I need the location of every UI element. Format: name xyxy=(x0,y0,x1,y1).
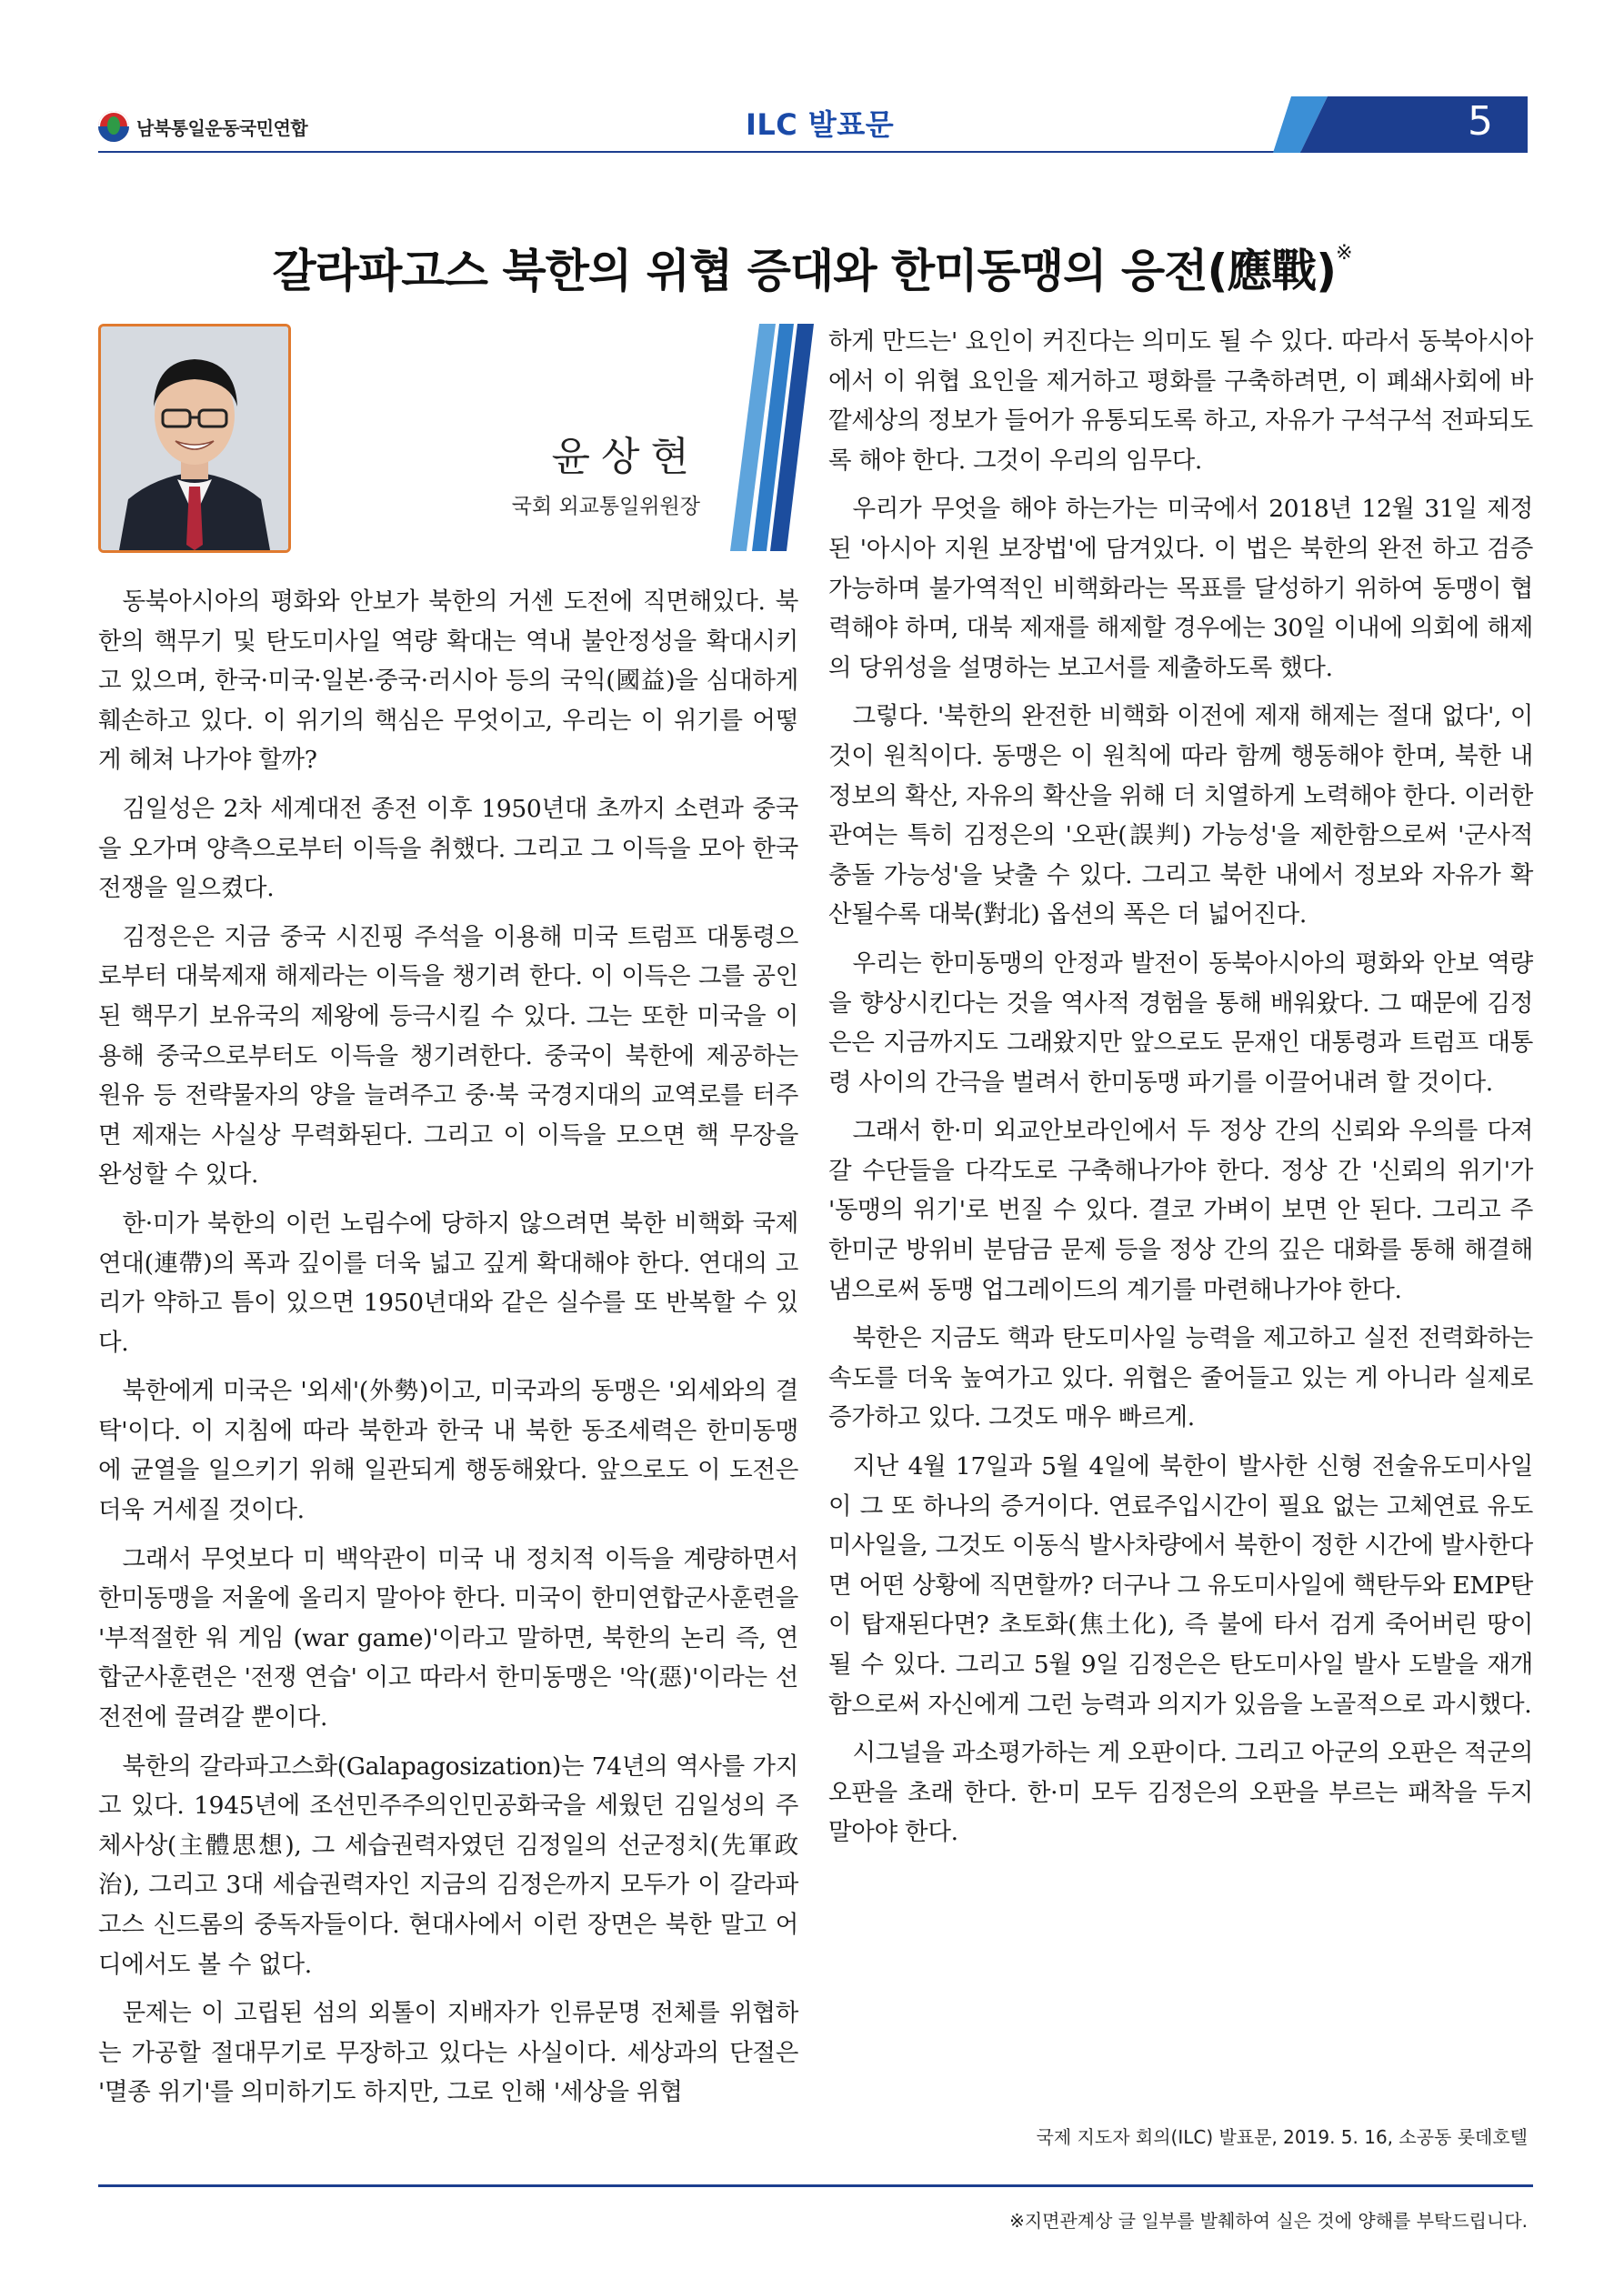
left-column xyxy=(98,582,798,2122)
author-portrait-image xyxy=(101,326,288,550)
source-note: 국제 지도자 회의(ILC) 발표문, 2019. 5. 16, 소공동 롯데호텔 xyxy=(1036,2126,1528,2148)
paragraph-continuation: 하게 만드는' 요인이 커진다는 의미도 될 수 있다. 따라서 동북아시아에서 이 위협 요인을 제거하고 평화를 구축하려면, 이 폐쇄사회에 바깥세상의 정보가 들어가 유통되도록 하고, 자유가 구석구석 전파되도록 해야 한다. 그것이 우리의 임무다. xyxy=(828,327,1533,475)
paragraph: 그렇다. '북한의 완전한 비핵화 이전에 제재 해제는 절대 없다', 이것이 원칙이다. 동맹은 이 원칙에 따라 함께 행동해야 한며, 북한 내 정보의 확산, 자유의 확산을 위해 더 치열하게 노력해야 한다. 이러한 관여는 특히 김정은의 '오판(誤判) 가능성'을 제한함으로써 '군사적 충돌 가능성'을 낮출 수 있다. 그리고 북한 내에서 정보와 자유가 확산될수록 대북(對北) 옵션의 폭은 더 넓어진다. xyxy=(828,702,1533,929)
paragraph: 문제는 이 고립된 섬의 외톨이 지배자가 인류문명 전체를 위협하는 가공할 절대무기로 무장하고 있다는 사실이다. 세상과의 단절은 '멸종 위기'를 의미하기도 하지만, 그로 인해 '세상을 위협 xyxy=(98,1999,798,2107)
paragraph: 북한에게 미국은 '외세'(外勢)이고, 미국과의 동맹은 '외세와의 결탁'이다. 이 지침에 따라 북한과 한국 내 북한 동조세력은 한미동맹에 균열을 일으키기 위해 일관되게 행동해왔다. 앞으로도 이 도전은 더욱 거세질 것이다. xyxy=(98,1377,798,1525)
paragraph: 시그널을 과소평가하는 게 오판이다. 그리고 아군의 오판은 적군의 오판을 초래 한다. 한·미 모두 김정은의 오판을 부르는 패착을 두지 말아야 한다. xyxy=(828,1739,1533,1847)
article-title xyxy=(0,235,1624,300)
section-title: ILC 발표문 xyxy=(746,107,895,142)
decorative-stripes xyxy=(723,324,814,551)
org-name: 남북통일운동국민연합 xyxy=(136,116,308,139)
paragraph: 김일성은 2차 세계대전 종전 이후 1950년대 초까지 소련과 중국을 오가며 양측으로부터 이득을 취했다. 그리고 그 이득을 모아 한국전쟁을 일으켰다. xyxy=(98,794,798,903)
header-divider xyxy=(98,151,1417,153)
org-logo xyxy=(98,111,307,142)
paragraph: 우리는 한미동맹의 안정과 발전이 동북아시아의 평화와 안보 역량을 향상시킨다는 것을 역사적 경험을 통해 배워왔다. 그 때문에 김정은은 지금까지도 그래왔지만 앞으로도 문재인 대통령과 트럼프 대통령 사이의 간극을 벌려서 한미동맹 파기를 이끌어내려 할 것이다. xyxy=(828,949,1533,1097)
paragraph: 지난 4월 17일과 5월 4일에 북한이 발사한 신형 전술유도미사일이 그 또 하나의 증거이다. 연료주입시간이 필요 없는 고체연료 유도미사일을, 그것도 이동식 발사차량에서 북한이 정한 시간에 발사한다면 어떤 상황에 직면할까? 더구나 그 유도미사일에 핵탄두와 EMP탄이 탑재된다면? 초토화(焦土化), 즉 불에 타서 검게 죽어버린 땅이 될 수 있다. 그리고 5월 9일 김정은은 탄도미사일 발사 도발을 재개함으로써 자신에게 그런 능력과 의지가 있음을 노골적으로 과시했다. xyxy=(828,1452,1533,1719)
paragraph: 동북아시아의 평화와 안보가 북한의 거센 도전에 직면해있다. 북한의 핵무기 및 탄도미사일 역량 확대는 역내 불안정성을 확대시키고 있으며, 한국·미국·일본·중국·러시아 등의 국익(國益)을 심대하게 훼손하고 있다. 이 위기의 핵심은 무엇이고, 우리는 이 위기를 어떻게 헤쳐 나가야 할까? xyxy=(98,587,798,775)
author-photo xyxy=(98,324,291,553)
paragraph: 북한의 갈라파고스화(Galapagosization)는 74년의 역사를 가지고 있다. 1945년에 조선민주주의인민공화국을 세웠던 김일성의 주체사상(主體思想), 그 세습권력자였던 김정일의 선군정치(先軍政治), 그리고 3대 세습권력자인 지금의 김정은까지 모두가 이 갈라파고스 신드롬의 중독자들이다. 현대사에서 이런 장면은 북한 말고 어디에서도 볼 수 없다. xyxy=(98,1752,798,1979)
article-title-text: 갈라파고스 북한의 위협 증대와 한미동맹의 응전(應戰) xyxy=(272,244,1337,297)
footer-divider xyxy=(98,2184,1533,2187)
paragraph: 그래서 무엇보다 미 백악관이 미국 내 정치적 이득을 계량하면서 한미동맹을 저울에 올리지 말아야 한다. 미국이 한미연합군사훈련을 '부적절한 워 게임 (war game)'이라고 말하면, 북한의 논리 즉, 연합군사훈련은 '전쟁 연습' 이고 따라서 한미동맹은 '악(惡)'이라는 선전전에 끌려갈 뿐이다. xyxy=(98,1544,798,1732)
author-name: 윤상현 xyxy=(551,434,700,480)
footnote: ※지면관계상 글 일부를 발췌하여 실은 것에 양해를 부탁드립니다. xyxy=(1009,2210,1528,2232)
paragraph: 북한은 지금도 핵과 탄도미사일 능력을 제고하고 실전 전력화하는 속도를 더욱 높여가고 있다. 위협은 줄어들고 있는 게 아니라 실제로 증가하고 있다. 그것도 매우 빠르게. xyxy=(828,1324,1533,1432)
right-column xyxy=(828,322,1533,1862)
author-position: 국회 외교통일위원장 xyxy=(511,495,700,518)
paragraph: 김정은은 지금 중국 시진핑 주석을 이용해 미국 트럼프 대통령으로부터 대북제재 해제라는 이득을 챙기려 한다. 이 이득은 그를 공인된 핵무기 보유국의 제왕에 등극시킬 수 있다. 그는 또한 미국을 이용해 중국으로부터도 이득을 챙기려한다. 중국이 북한에 제공하는 원유 등 전략물자의 양을 늘려주고 중·북 국경지대의 교역로를 터주면 제재는 사실상 무력화된다. 그리고 이 이득을 모으면 핵 무장을 완성할 수 있다. xyxy=(98,922,798,1190)
page-number: 5 xyxy=(1468,98,1493,145)
paragraph: 한·미가 북한의 이런 노림수에 당하지 않으려면 북한 비핵화 국제연대(連帶)의 폭과 깊이를 더욱 넓고 깊게 확대해야 한다. 연대의 고리가 약하고 틈이 있으면 1950년대와 같은 실수를 또 반복할 수 있다. xyxy=(98,1209,798,1357)
org-emblem-icon xyxy=(98,111,129,142)
title-footnote-mark: ※ xyxy=(1336,241,1352,265)
paragraph: 그래서 한·미 외교안보라인에서 두 정상 간의 신뢰와 우의를 다져갈 수단들을 다각도로 구축해나가야 한다. 정상 간 '신뢰의 위기'가 '동맹의 위기'로 번질 수 있다. 결코 가벼이 보면 안 된다. 그리고 주한미군 방위비 분담금 문제 등을 정상 간의 깊은 대화를 통해 해결해냄으로써 동맹 업그레이드의 계기를 마련해나가야 한다. xyxy=(828,1117,1533,1304)
paragraph: 우리가 무엇을 해야 하는가는 미국에서 2018년 12월 31일 제정된 '아시아 지원 보장법'에 담겨있다. 이 법은 북한의 완전 하고 검증가능하며 불가역적인 비핵화라는 목표를 달성하기 위하여 동맹이 협력해야 하며, 대북 제재를 해제할 경우에는 30일 이내에 의회에 해제의 당위성을 설명하는 보고서를 제출하도록 했다. xyxy=(828,495,1533,682)
